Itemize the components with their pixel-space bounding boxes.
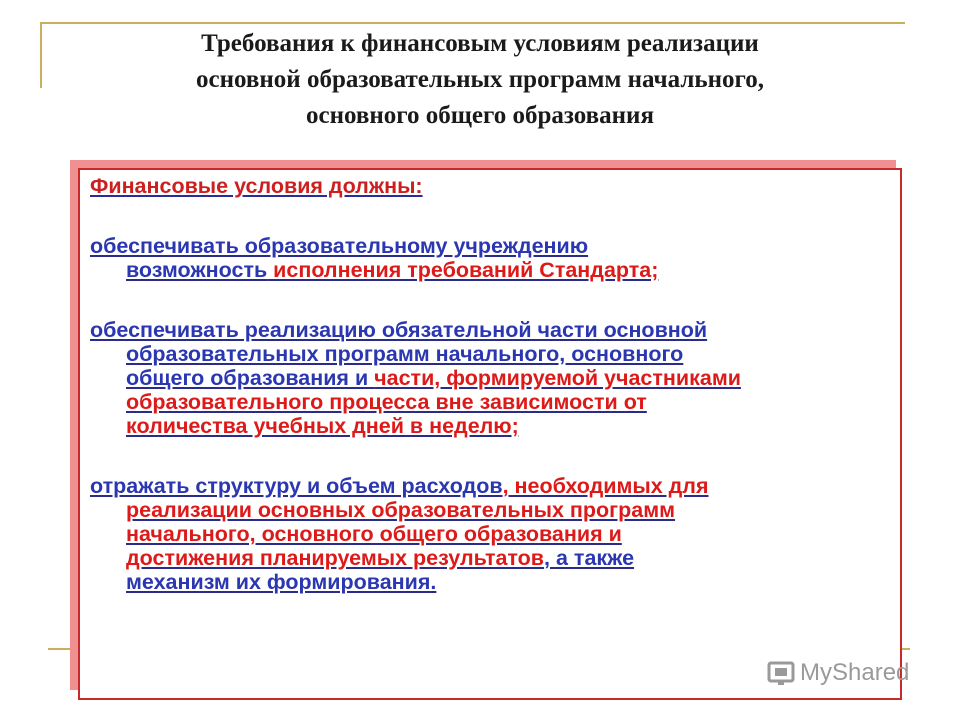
bullet-3-line-4b: , а также [544,546,635,570]
bullet-3-line-1b: , необходимых для [502,474,709,498]
slide-title [60,26,900,134]
content-text [90,174,900,630]
bullet-1-line-2a: возможность [126,258,268,282]
watermark-text: MyShared [800,659,910,686]
bullet-3-line-3: начального, основного общего образования и [126,522,622,546]
bullet-2-line-3b: части, формируемой участниками [374,366,741,390]
bullet-2-line-4: образовательного процесса вне зависимости от [126,390,647,414]
bullet-3-line-2: реализации основных образовательных программ [126,498,676,522]
bullet-2-line-3a: общего образования и [126,366,375,390]
title-line-1: Требования к финансовым условиям реализации [201,30,759,57]
bullet-3-line-5: механизм их формирования. [126,570,437,594]
myshared-logo-icon [766,658,796,688]
bullet-2-line-5: количества учебных дней в неделю; [126,414,519,438]
bullet-1 [90,234,900,282]
watermark [766,657,909,689]
bullet-3-line-1a: отражать структуру и объем расходов [90,474,503,498]
title-line-3: основного общего образования [306,102,654,129]
decor-line-top [40,22,905,24]
bullet-3-line-4a: достижения планируемых результатов [126,546,545,570]
bullet-1-line-1: обеспечивать образовательному учреждению [90,234,589,258]
content-heading: Финансовые условия должны: [90,174,423,198]
decor-line-left [40,22,42,88]
bullet-1-line-2b: исполнения требований Стандарта; [267,258,659,282]
title-line-2: основной образовательных программ начального, [196,66,764,93]
bullet-2 [90,318,900,438]
bullet-2-line-1: обеспечивать реализацию обязательной части основной [90,318,708,342]
bullet-3 [90,474,900,594]
bullet-2-line-2: образовательных программ начального, основного [126,342,684,366]
